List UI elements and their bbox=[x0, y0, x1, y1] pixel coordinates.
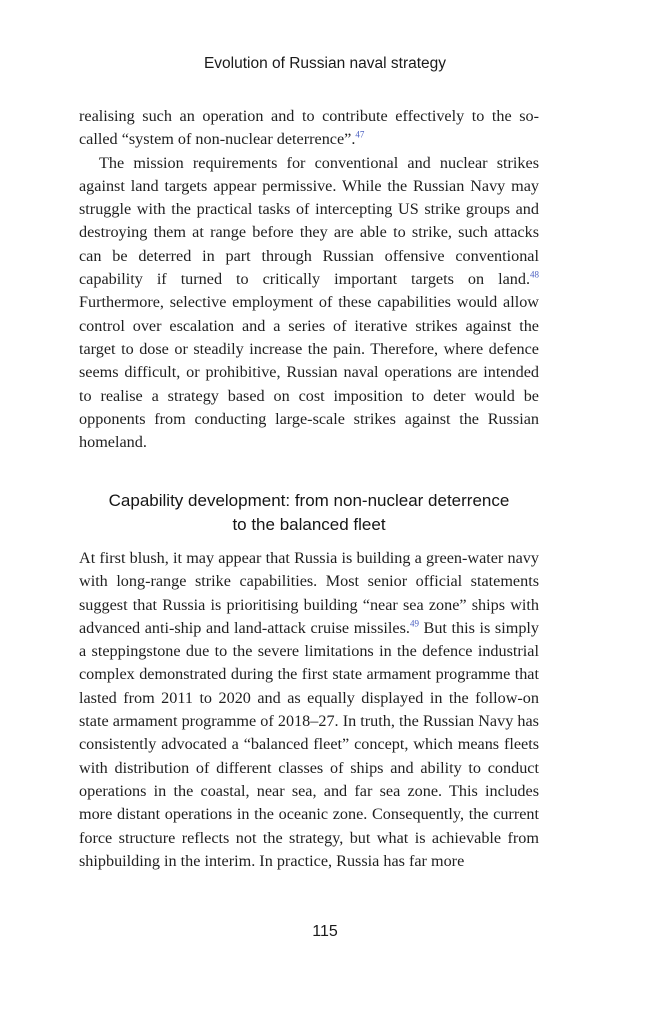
paragraph-text: realising such an operation and to contribute effectively to the so-called “system of non-nuclear deterrence”. bbox=[79, 107, 539, 149]
paragraph-text: But this is simply a steppingstone due to the severe limitations in the defence industrial complex demonstrated during the first state armament programme that lasted from 2011 to 2020 and as equally displayed in the follow-on state armament programme of 2018–27. In truth, the Russian Navy has consistently advocated a “balanced fleet” concept, which means fleets with distribution of different classes of ships and ability to conduct operations in the coastal, near sea, and far sea zone. This includes more distant operations in the oceanic zone. Consequently, the current force structure reflects not the strategy, but what is achievable from shipbuilding in the interim. In practice, Russia has far more bbox=[79, 618, 540, 870]
body-text-bottom bbox=[79, 547, 539, 873]
paragraph-continued bbox=[79, 105, 539, 152]
footnote-ref-48[interactable]: 48 bbox=[530, 269, 539, 280]
section-heading-line-1: Capability development: from non-nuclear deterrence bbox=[108, 491, 510, 510]
paragraph-mission-requirements bbox=[79, 152, 539, 455]
running-head: Evolution of Russian naval strategy bbox=[203, 55, 447, 72]
section-heading bbox=[79, 489, 539, 537]
paragraph-text: At first blush, it may appear that Russia is building a green-water navy with long-range strike capabilities. Most senior official statements suggest that Russia is prioritising building “near sea zone” ships with advanced anti-ship and land-attack cruise missiles. bbox=[79, 549, 539, 637]
paragraph-text: Furthermore, selective employment of these capabilities would allow control over escalation and a series of iterative strikes against the target to dose or steadily increase the pain. Therefore, where defence seems difficult, or prohibitive, Russian naval operations are intended to realise a strategy based on cost imposition to deter would be opponents from conducting large-scale strikes against the Russian homeland. bbox=[79, 293, 539, 452]
body-text-top bbox=[79, 105, 539, 454]
page-number: 115 bbox=[312, 923, 338, 940]
paragraph-first-blush bbox=[79, 547, 539, 873]
footnote-ref-47[interactable]: 47 bbox=[355, 129, 365, 140]
section-heading-line-2: to the balanced fleet bbox=[232, 515, 386, 534]
footnote-ref-49[interactable]: 49 bbox=[409, 618, 419, 629]
paragraph-text: The mission requirements for conventional and nuclear strikes against land targets appear permissive. While the Russian Navy may struggle with the practical tasks of intercepting US strike groups and destroying them at range before they are able to strike, such attacks can be deterred in part through Russian offensive conventional capability if turned to critically important targets on land. bbox=[79, 153, 539, 289]
